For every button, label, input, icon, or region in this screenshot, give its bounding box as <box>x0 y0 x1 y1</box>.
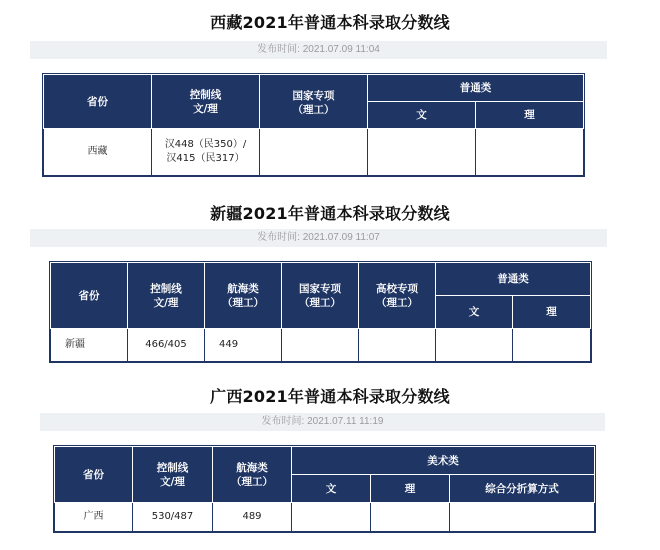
header-control-line: 控制线 文/理 <box>128 263 205 329</box>
cell-university-special <box>359 329 436 362</box>
cell-wen <box>436 329 513 362</box>
header-general: 普通类 <box>436 263 591 296</box>
header-province: 省份 <box>44 75 152 129</box>
header-university-special: 高校专项 （理工） <box>359 263 436 329</box>
header-composite: 综合分折算方式 <box>450 475 595 503</box>
cell-national-special <box>260 129 368 176</box>
cell-composite <box>450 503 595 532</box>
cell-national-special <box>282 329 359 362</box>
cell-wen <box>368 129 476 176</box>
header-li: 理 <box>476 102 584 129</box>
header-national-special: 国家专项 （理工） <box>282 263 359 329</box>
table-row <box>51 329 591 362</box>
cell-li <box>371 503 450 532</box>
page-title-guangxi: 广西2021年普通本科录取分数线 <box>210 387 450 406</box>
score-table-xizang <box>43 74 584 176</box>
header-province: 省份 <box>55 447 133 503</box>
header-province: 省份 <box>51 263 128 329</box>
header-wen: 文 <box>368 102 476 129</box>
header-wen: 文 <box>436 296 513 329</box>
table-row <box>44 129 584 176</box>
header-national-special: 国家专项 （理工） <box>260 75 368 129</box>
cell-control-line: 汉448（民350）/ 汉415（民317） <box>152 129 260 176</box>
cell-province: 西藏 <box>44 129 152 176</box>
page-title-xizang: 西藏2021年普通本科录取分数线 <box>210 13 450 32</box>
cell-wen <box>292 503 371 532</box>
score-table-guangxi <box>54 446 595 532</box>
header-wen: 文 <box>292 475 371 503</box>
score-table-xinjiang <box>50 262 591 362</box>
cell-control-line: 530/487 <box>133 503 213 532</box>
header-navigation: 航海类 （理工） <box>213 447 292 503</box>
header-arts: 美术类 <box>292 447 595 475</box>
header-li: 理 <box>513 296 591 329</box>
publish-time-xizang: 发布时间: 2021.07.09 11:04 <box>30 41 607 59</box>
cell-li <box>513 329 591 362</box>
header-control-line: 控制线 文/理 <box>152 75 260 129</box>
cell-navigation: 489 <box>213 503 292 532</box>
header-li: 理 <box>371 475 450 503</box>
header-general: 普通类 <box>368 75 584 102</box>
table-row <box>55 503 595 532</box>
header-navigation: 航海类 （理工） <box>205 263 282 329</box>
page-title-xinjiang: 新疆2021年普通本科录取分数线 <box>210 204 450 223</box>
cell-control-line: 466/405 <box>128 329 205 362</box>
cell-province: 广西 <box>55 503 133 532</box>
header-control-line: 控制线 文/理 <box>133 447 213 503</box>
publish-time-xinjiang: 发布时间: 2021.07.09 11:07 <box>30 229 607 247</box>
cell-navigation: 449 <box>205 329 282 362</box>
cell-li <box>476 129 584 176</box>
cell-province: 新疆 <box>51 329 128 362</box>
publish-time-guangxi: 发布时间: 2021.07.11 11:19 <box>40 413 605 431</box>
